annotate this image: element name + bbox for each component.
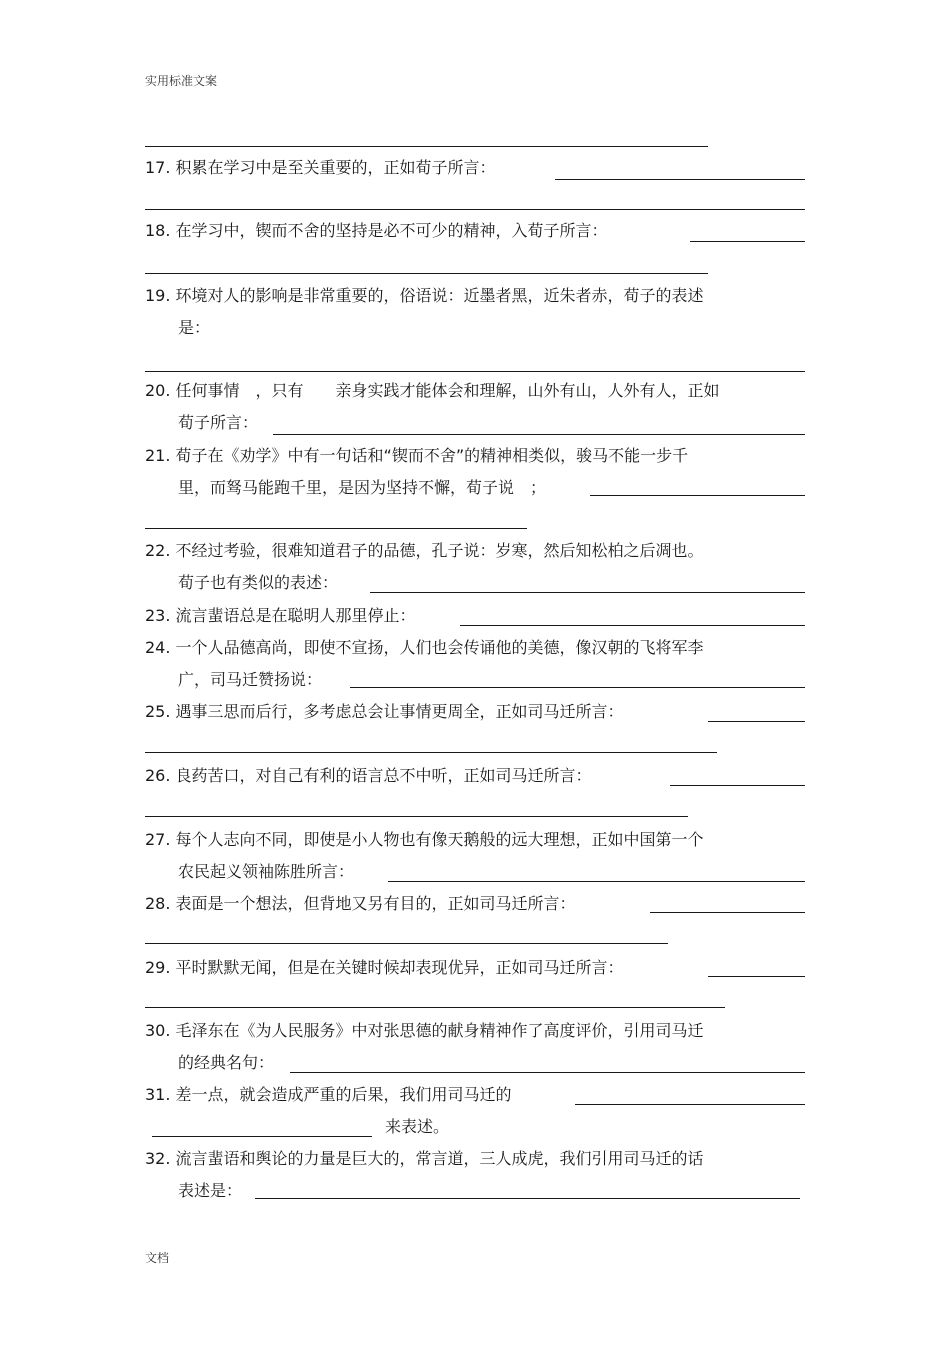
question-27-line1: 27. 每个人志向不同，即使是小人物也有像天鹅般的远大理想，正如中国第一个 xyxy=(145,830,704,849)
answer-line[interactable] xyxy=(145,752,717,753)
question-27-line2: 农民起义领袖陈胜所言： xyxy=(178,862,355,881)
question-32-line1: 32. 流言蜚语和舆论的力量是巨大的，常言道，三人成虎，我们引用司马迁的话 xyxy=(145,1149,704,1168)
question-22-line1: 22. 不经过考验，很难知道君子的品德，孔子说：岁寒，然后知松柏之后凋也。 xyxy=(145,541,704,560)
answer-line[interactable] xyxy=(290,1072,805,1073)
answer-line[interactable] xyxy=(145,528,527,529)
question-26: 26. 良药苦口，对自己有利的语言总不中听，正如司马迁所言： xyxy=(145,766,592,785)
question-20-line2: 荀子所言： xyxy=(178,413,259,432)
answer-line[interactable] xyxy=(145,816,688,817)
answer-line[interactable] xyxy=(370,592,805,593)
answer-line[interactable] xyxy=(145,1007,725,1008)
question-24-line2: 广，司马迁赞扬说： xyxy=(178,670,323,689)
question-17: 17. 积累在学习中是至关重要的，正如荀子所言： xyxy=(145,158,496,177)
answer-line[interactable] xyxy=(145,209,805,210)
question-32-line2: 表述是： xyxy=(178,1181,243,1200)
question-21-line2: 里，而驽马能跑千里，是因为坚持不懈，荀子说 ； xyxy=(178,478,547,497)
question-23: 23. 流言蜚语总是在聪明人那里停止： xyxy=(145,606,416,625)
answer-line[interactable] xyxy=(350,687,805,688)
question-30-line2: 的经典名句： xyxy=(178,1053,275,1072)
question-19-line1: 19. 环境对人的影响是非常重要的，俗语说：近墨者黑，近朱者赤，荀子的表述 xyxy=(145,286,704,305)
answer-line[interactable] xyxy=(152,1136,372,1137)
question-22-line2: 荀子也有类似的表述： xyxy=(178,573,339,592)
answer-line[interactable] xyxy=(690,241,805,242)
answer-line[interactable] xyxy=(388,881,805,882)
question-24-line1: 24. 一个人品德高尚，即使不宣扬，人们也会传诵他的美德，像汉朝的飞将军李 xyxy=(145,638,704,657)
answer-line[interactable] xyxy=(708,976,805,977)
answer-line[interactable] xyxy=(255,1198,800,1199)
answer-line[interactable] xyxy=(590,495,805,496)
answer-line[interactable] xyxy=(273,434,805,435)
question-29: 29. 平时默默无闻，但是在关键时候却表现优异，正如司马迁所言： xyxy=(145,958,624,977)
answer-line[interactable] xyxy=(555,179,805,180)
answer-line[interactable] xyxy=(145,273,708,274)
answer-line[interactable] xyxy=(575,1104,805,1105)
question-20-line1: 20. 任何事情 ，只有 亲身实践才能体会和理解，山外有山，人外有人，正如 xyxy=(145,381,720,400)
question-30-line1: 30. 毛泽东在《为人民服务》中对张思德的献身精神作了高度评价，引用司马迁 xyxy=(145,1021,704,1040)
question-21-line1: 21. 荀子在《劝学》中有一句话和“锲而不舍”的精神相类似，骏马不能一步千 xyxy=(145,446,689,465)
question-25: 25. 遇事三思而后行，多考虑总会让事情更周全，正如司马迁所言： xyxy=(145,702,624,721)
question-19-line2: 是： xyxy=(178,318,211,337)
answer-line[interactable] xyxy=(145,371,805,372)
page-header: 实用标准文案 xyxy=(145,74,218,88)
answer-line[interactable] xyxy=(708,721,805,722)
question-28: 28. 表面是一个想法，但背地又另有目的，正如司马迁所言： xyxy=(145,894,576,913)
question-31-line1: 31. 差一点，就会造成严重的后果，我们用司马迁的 xyxy=(145,1085,512,1104)
answer-line[interactable] xyxy=(145,146,708,147)
answer-line[interactable] xyxy=(145,943,668,944)
question-18: 18. 在学习中，锲而不舍的坚持是必不可少的精神，入荀子所言： xyxy=(145,221,608,240)
answer-line[interactable] xyxy=(460,625,805,626)
question-31-line2: 来表述。 xyxy=(385,1117,450,1136)
page-footer: 文档 xyxy=(145,1251,170,1265)
answer-line[interactable] xyxy=(670,785,805,786)
answer-line[interactable] xyxy=(650,912,805,913)
